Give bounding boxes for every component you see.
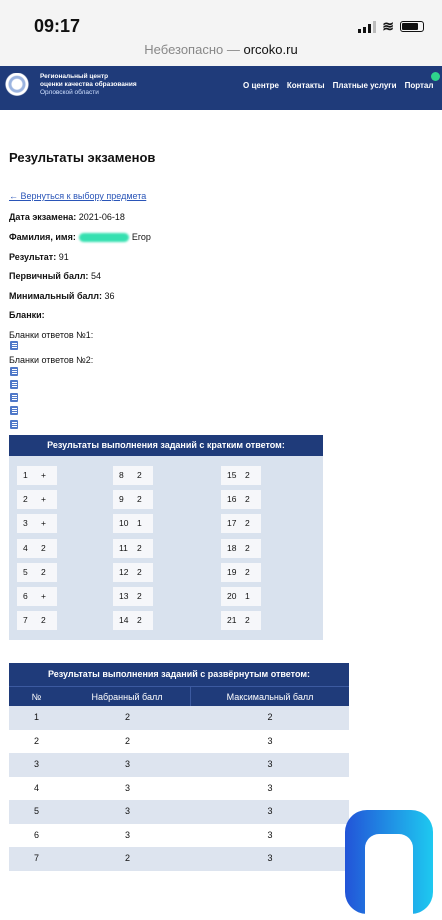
domain-label: orcoko.ru bbox=[243, 42, 298, 57]
short-answer-table bbox=[9, 435, 323, 640]
task-number: 17 bbox=[227, 518, 237, 529]
clock: 09:17 bbox=[34, 16, 81, 36]
address-bar[interactable] bbox=[0, 42, 442, 57]
task-number: 6 bbox=[23, 591, 28, 601]
table-cell: 5 bbox=[33, 806, 39, 816]
back-link[interactable]: ← Вернуться к выбору предмета bbox=[9, 191, 147, 201]
task-score: 1 bbox=[137, 518, 142, 529]
short-answer-cell bbox=[221, 514, 261, 533]
forms1-label: Бланки ответов №1: bbox=[9, 330, 94, 340]
redacted-surname bbox=[79, 233, 129, 242]
column-header: Максимальный балл bbox=[226, 692, 314, 702]
task-number: 7 bbox=[23, 615, 28, 626]
task-number: 2 bbox=[23, 494, 28, 505]
menu-item-contacts[interactable]: Контакты bbox=[286, 81, 325, 90]
table-cell: 3 bbox=[124, 829, 130, 840]
column-header: № bbox=[31, 692, 42, 702]
task-score: 2 bbox=[245, 494, 250, 505]
task-score: 2 bbox=[137, 615, 142, 626]
short-answer-cell bbox=[221, 611, 261, 630]
document-icon[interactable] bbox=[10, 341, 18, 350]
result-value: 91 bbox=[58, 252, 69, 262]
forms2-label: Бланки ответов №2: bbox=[9, 355, 94, 365]
short-answer-cell bbox=[113, 466, 153, 485]
menu-item-about[interactable]: О центре bbox=[243, 81, 279, 90]
table-row bbox=[9, 800, 349, 824]
extended-answer-table bbox=[9, 663, 349, 871]
task-score: 2 bbox=[41, 566, 46, 577]
battery-icon bbox=[400, 21, 424, 32]
task-score: 2 bbox=[137, 470, 142, 480]
task-number: 20 bbox=[227, 591, 237, 601]
security-label: Небезопасно — bbox=[144, 42, 240, 57]
task-score: 2 bbox=[245, 542, 250, 553]
table-cell: 3 bbox=[124, 782, 130, 793]
short-answer-cell bbox=[17, 563, 57, 582]
task-number: 16 bbox=[227, 494, 237, 505]
task-score: 2 bbox=[245, 470, 250, 480]
table-cell: 2 bbox=[124, 735, 130, 746]
short-answer-cell bbox=[113, 587, 153, 606]
extended-answer-title: Результаты выполнения заданий с развёрнутым ответом: bbox=[9, 663, 349, 686]
table-cell: 2 bbox=[267, 712, 273, 722]
table-cell: 6 bbox=[33, 829, 39, 840]
short-answer-cell bbox=[221, 466, 261, 485]
task-score: 2 bbox=[245, 518, 250, 529]
task-number: 11 bbox=[119, 542, 128, 553]
short-answer-cell bbox=[17, 490, 57, 509]
min-score: 36 bbox=[104, 291, 115, 301]
task-score: 2 bbox=[245, 566, 250, 577]
table-cell: 3 bbox=[267, 759, 273, 769]
task-score: 2 bbox=[137, 494, 142, 505]
document-icon[interactable] bbox=[10, 380, 18, 389]
table-cell: 3 bbox=[124, 759, 130, 769]
app-badge-icon[interactable] bbox=[345, 810, 433, 914]
task-number: 8 bbox=[119, 470, 124, 480]
task-score: + bbox=[41, 518, 46, 529]
table-cell: 3 bbox=[267, 829, 273, 840]
table-row bbox=[9, 730, 349, 754]
short-answer-cell bbox=[221, 563, 261, 582]
task-number: 15 bbox=[227, 470, 237, 480]
table-cell: 7 bbox=[33, 853, 39, 863]
task-number: 9 bbox=[119, 494, 124, 505]
table-cell: 3 bbox=[267, 806, 273, 816]
short-answer-cell bbox=[17, 611, 57, 630]
document-icon[interactable] bbox=[10, 393, 18, 402]
task-number: 14 bbox=[119, 615, 129, 626]
task-number: 21 bbox=[227, 615, 237, 626]
wifi-icon: ≋ bbox=[382, 18, 394, 34]
notification-dot bbox=[431, 72, 440, 81]
short-answer-cell bbox=[113, 539, 153, 558]
task-number: 3 bbox=[23, 518, 28, 529]
table-cell: 4 bbox=[33, 782, 39, 793]
page-title: Результаты экзаменов bbox=[9, 150, 156, 165]
short-answer-cell bbox=[221, 490, 261, 509]
column-header: Набранный балл bbox=[64, 687, 191, 706]
document-icon[interactable] bbox=[10, 367, 18, 376]
short-answer-cell bbox=[113, 611, 153, 630]
short-answer-cell bbox=[113, 563, 153, 582]
exam-date-row: Дата экзамена: 2021-06-18 bbox=[9, 212, 125, 222]
short-answer-cell bbox=[221, 539, 261, 558]
task-number: 5 bbox=[23, 566, 28, 577]
first-name: Егор bbox=[131, 232, 151, 242]
table-row bbox=[9, 847, 349, 871]
task-number: 13 bbox=[119, 591, 129, 601]
task-number: 19 bbox=[227, 566, 237, 577]
task-number: 1 bbox=[23, 470, 28, 480]
task-score: 2 bbox=[41, 615, 46, 626]
org-name: Региональный центр оценки качества образования Орловской области bbox=[40, 73, 137, 96]
primary-score: 54 bbox=[90, 271, 101, 281]
task-score: 2 bbox=[137, 542, 142, 553]
task-score: + bbox=[41, 591, 46, 601]
table-cell: 3 bbox=[124, 806, 130, 816]
table-cell: 3 bbox=[267, 782, 273, 793]
forms-heading: Бланки: bbox=[9, 310, 45, 320]
logo-icon[interactable] bbox=[5, 73, 29, 101]
table-header bbox=[9, 686, 349, 706]
task-score: 2 bbox=[137, 591, 142, 601]
short-answer-cell bbox=[17, 587, 57, 606]
task-score: 1 bbox=[245, 591, 250, 601]
table-cell: 2 bbox=[124, 853, 130, 863]
table-cell: 3 bbox=[267, 853, 273, 863]
table-row bbox=[9, 753, 349, 777]
document-icon[interactable] bbox=[10, 406, 18, 415]
table-cell: 2 bbox=[33, 735, 39, 746]
task-number: 4 bbox=[23, 542, 28, 553]
short-answer-title: Результаты выполнения заданий с кратким ответом: bbox=[9, 435, 323, 456]
table-body bbox=[9, 706, 349, 871]
task-score: 2 bbox=[41, 542, 46, 553]
task-number: 10 bbox=[119, 518, 129, 529]
table-row bbox=[9, 777, 349, 801]
status-icons bbox=[358, 18, 424, 35]
site-header bbox=[0, 66, 442, 110]
task-score: 2 bbox=[137, 566, 142, 577]
short-answer-cell bbox=[221, 587, 261, 606]
status-bar bbox=[0, 0, 442, 66]
table-row bbox=[9, 824, 349, 848]
task-score: + bbox=[41, 494, 46, 505]
task-score: + bbox=[41, 470, 46, 480]
menu-item-paid-services[interactable]: Платные услуги bbox=[332, 81, 397, 90]
primary-score-row: Первичный балл: 54 bbox=[9, 271, 101, 281]
document-icon[interactable] bbox=[10, 420, 18, 429]
short-answer-cell bbox=[113, 514, 153, 533]
short-answer-cell bbox=[17, 539, 57, 558]
name-row: Фамилия, имя: Егор bbox=[9, 232, 151, 242]
task-number: 18 bbox=[227, 542, 237, 553]
menu-item-portal[interactable]: Портал bbox=[404, 81, 434, 90]
table-row bbox=[9, 706, 349, 730]
result-row: Результат: 91 bbox=[9, 252, 69, 262]
main-menu bbox=[243, 81, 433, 90]
short-answer-cell bbox=[17, 514, 57, 533]
task-score: 2 bbox=[245, 615, 250, 626]
short-answer-cell bbox=[113, 490, 153, 509]
table-cell: 3 bbox=[33, 759, 39, 769]
table-cell: 1 bbox=[33, 712, 39, 722]
task-number: 12 bbox=[119, 566, 129, 577]
short-answer-cell bbox=[17, 466, 57, 485]
exam-date: 2021-06-18 bbox=[78, 212, 125, 222]
table-cell: 2 bbox=[124, 712, 130, 722]
signal-icon bbox=[358, 21, 376, 33]
table-cell: 3 bbox=[267, 735, 273, 746]
min-score-row: Минимальный балл: 36 bbox=[9, 291, 115, 301]
